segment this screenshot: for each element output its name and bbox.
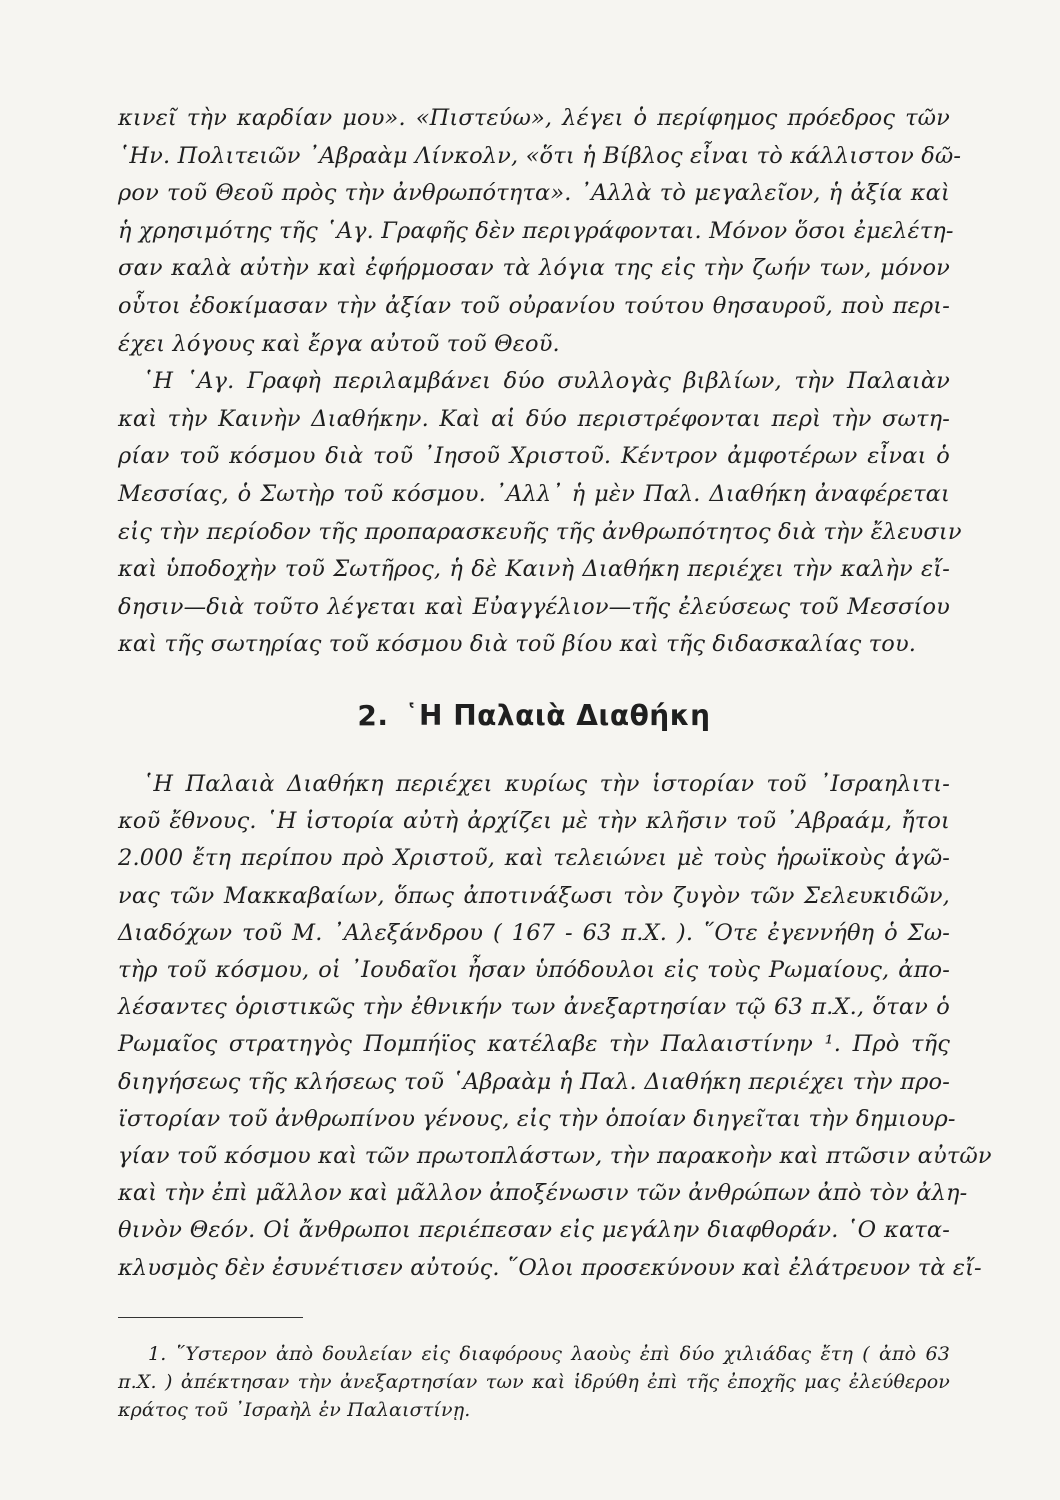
footnote-divider <box>118 1317 303 1318</box>
text-line: εἰς τὴν περίοδον τῆς προπαρασκευῆς τῆς ἀνθρωπότητος διὰ τὴν ἔλευσιν <box>118 518 962 545</box>
text-line: ϊστορίαν τοῦ ἀνθρωπίνου γένους, εἰς τὴν ὁποίαν διηγεῖται τὴν δημιουρ- <box>118 1105 956 1132</box>
text-line: καὶ ὑποδοχὴν τοῦ Σωτῆρος, ἡ δὲ Καινὴ Διαθήκη περιέχει τὴν καλὴν εἴ- <box>118 556 950 583</box>
footnote <box>118 1340 950 1424</box>
second-paragraph <box>118 363 962 664</box>
text-line: λέσαντες ὁριστικῶς τὴν ἐθνικήν των ἀνεξαρτησίαν τῷ 63 π.Χ., ὅταν ὁ <box>118 994 950 1021</box>
text-line: κλυσμὸς δὲν ἐσυνέτισεν αὐτούς. ῞Ολοι προσεκύνουν καὶ ἐλάτρευον τὰ εἴ- <box>118 1254 982 1281</box>
text-line: τὴρ τοῦ κόσμου, οἱ ᾿Ιουδαῖοι ἦσαν ὑπόδουλοι εἰς τοὺς Ρωμαίους, ἀπο- <box>118 956 950 983</box>
section-title: ῾Η Παλαιὰ Διαθήκη <box>404 698 711 732</box>
text-line: καὶ τὴν ἐπὶ μᾶλλον καὶ μᾶλλον ἀποξένωσιν τῶν ἀνθρώπων ἀπὸ τὸν ἀλη- <box>118 1180 968 1207</box>
footnote-line: 1. ῞Υστερον ἀπὸ δουλείαν εἰς διαφόρους λαοὺς ἐπὶ δύο χιλιάδας ἔτη ( ἀπὸ 63 <box>148 1342 950 1365</box>
text-line: οὗτοι ἐδοκίμασαν τὴν ἀξίαν τοῦ οὐρανίου τούτου θησαυροῦ, ποὺ περι- <box>118 292 950 319</box>
section-number: 2. <box>357 698 389 732</box>
text-line: θινὸν Θεόν. Οἱ ἄνθρωποι περιέπεσαν εἰς μεγάλην διαφθοράν. ῾Ο κατα- <box>118 1217 950 1244</box>
footnote-line: κράτος τοῦ ᾿Ισραὴλ ἐν Παλαιστίνῃ. <box>118 1398 471 1421</box>
text-line: νας τῶν Μακκαβαίων, ὅπως ἀποτινάξωσι τὸν ζυγὸν τῶν Σελευκιδῶν, <box>118 882 950 909</box>
text-line: σαν καλὰ αὐτὴν καὶ ἐφήρμοσαν τὰ λόγια της εἰς τὴν ζωήν των, μόνον <box>118 255 950 282</box>
text-line: καὶ τῆς σωτηρίας τοῦ κόσμου διὰ τοῦ βίου καὶ τῆς διδασκαλίας του. <box>118 631 917 658</box>
text-line: ρον τοῦ Θεοῦ πρὸς τὴν ἀνθρωπότητα». ᾿Αλλὰ τὸ μεγαλεῖον, ἡ ἀξία καὶ <box>118 180 950 207</box>
text-line: κοῦ ἔθνους. ῾Η ἱστορία αὐτὴ ἀρχίζει μὲ τὴν κλῆσιν τοῦ ᾿Αβραάμ, ἤτοι <box>118 808 950 835</box>
text-line: γίαν τοῦ κόσμου καὶ τῶν πρωτοπλάστων, τὴν παρακοὴν καὶ πτῶσιν αὐτῶν <box>118 1142 992 1169</box>
intro-paragraph <box>118 100 962 363</box>
text-line: 2.000 ἔτη περίπου πρὸ Χριστοῦ, καὶ τελειώνει μὲ τοὺς ἡρωϊκοὺς ἀγῶ- <box>118 845 950 872</box>
text-line: ῾Ην. Πολιτειῶν ᾿Αβραὰμ Λίνκολν, «ὅτι ἡ Βίβλος εἶναι τὸ κάλλιστον δῶ- <box>118 142 962 169</box>
text-line: έχει λόγους καὶ ἔργα αὐτοῦ τοῦ Θεοῦ. <box>118 330 560 357</box>
text-line: Μεσσίας, ὁ Σωτὴρ τοῦ κόσμου. ᾿Αλλ᾿ ἡ μὲν Παλ. Διαθήκη ἀναφέρεται <box>118 480 950 507</box>
text-line: ρίαν τοῦ κόσμου διὰ τοῦ ᾿Ιησοῦ Χριστοῦ. Κέντρον ἀμφοτέρων εἶναι ὁ <box>118 443 950 470</box>
text-line: ῾Η Παλαιὰ Διαθήκη περιέχει κυρίως τὴν ἱστορίαν τοῦ ᾿Ισραηλιτι- <box>142 770 950 797</box>
text-line: ῾Η ῾Αγ. Γραφὴ περιλαμβάνει δύο συλλογὰς βιβλίων, τὴν Παλαιὰν <box>142 368 950 395</box>
text-line: κινεῖ τὴν καρδίαν μου». «Πιστεύω», λέγει ὁ περίφημος πρόεδρος τῶν <box>118 105 950 131</box>
text-line: διηγήσεως τῆς κλήσεως τοῦ ῾Αβραὰμ ἡ Παλ. Διαθήκη περιέχει τὴν προ- <box>118 1068 950 1095</box>
text-line: δησιν—διὰ τοῦτο λέγεται καὶ Εὐαγγέλιον—τῆς ἐλεύσεως τοῦ Μεσσίου <box>118 593 950 620</box>
section-paragraph <box>118 766 992 1287</box>
text-line: ἡ χρησιμότης τῆς ῾Αγ. Γραφῆς δὲν περιγράφονται. Μόνον ὅσοι ἐμελέτη- <box>118 217 954 244</box>
text-line: Ρωμαῖος στρατηγὸς Πομπήϊος κατέλαβε τὴν Παλαιστίνην ¹. Πρὸ τῆς <box>118 1031 950 1058</box>
text-line: καὶ τὴν Καινὴν Διαθήκην. Καὶ αἱ δύο περιστρέφονται περὶ τὴν σωτη- <box>118 405 950 432</box>
text-line: Διαδόχων τοῦ Μ. ᾿Αλεξάνδρου ( 167 - 63 π.Χ. ). ῞Οτε ἐγεννήθη ὁ Σω- <box>118 919 950 946</box>
footnote-line: π.Χ. ) ἀπέκτησαν τὴν ἀνεξαρτησίαν των καὶ ἱδρύθη ἐπὶ τῆς ἐποχῆς μας ἐλεύθερον <box>118 1370 950 1393</box>
section-heading <box>118 698 950 734</box>
